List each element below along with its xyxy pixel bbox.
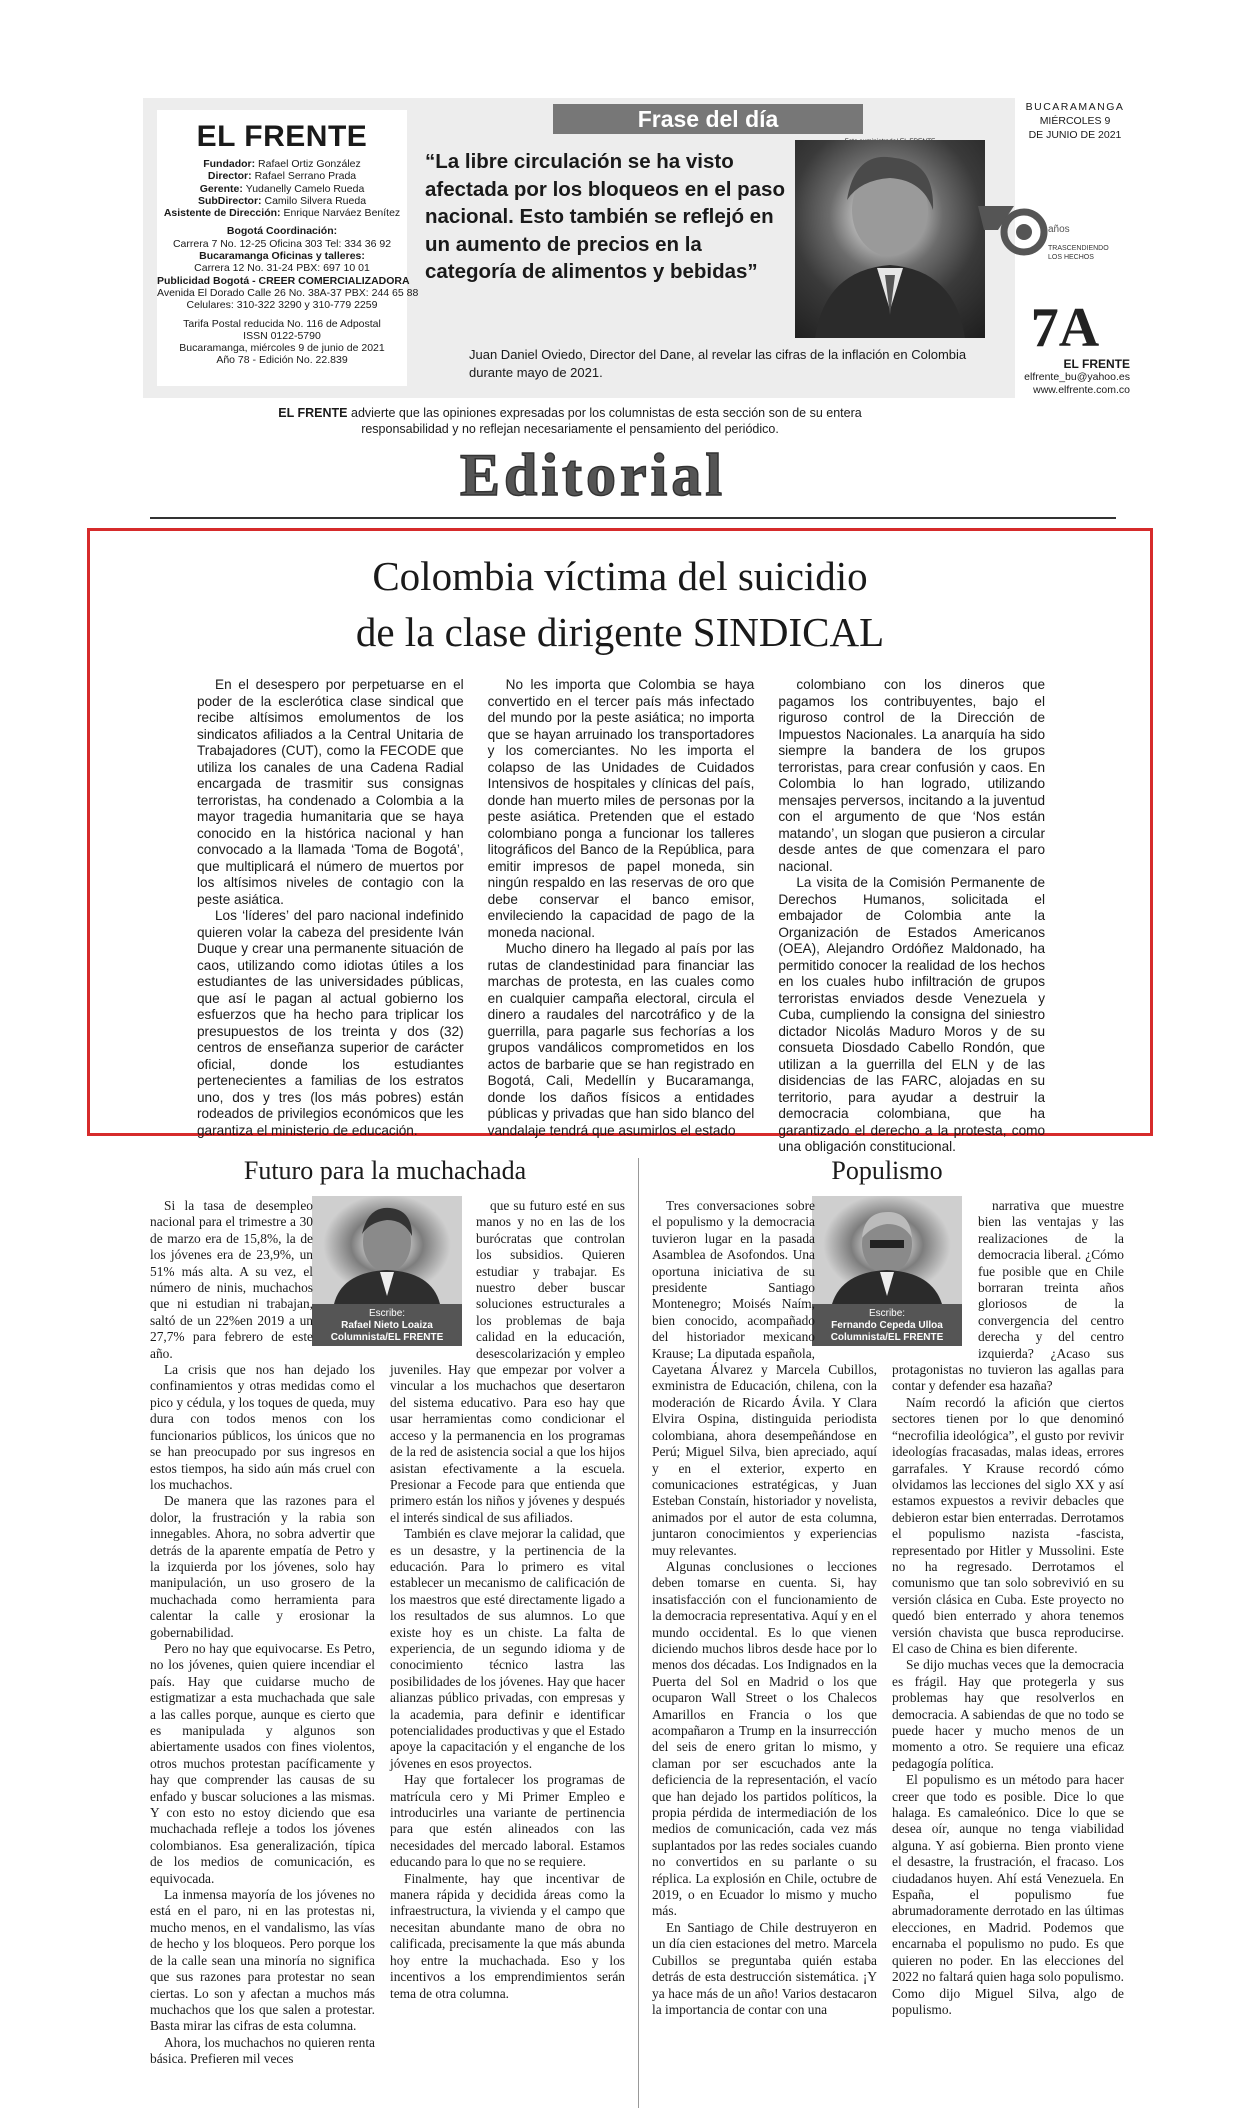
tarifa-postal: Tarifa Postal reducida No. 116 de Adpostal (183, 317, 381, 330)
staff-role: SubDirector: (197, 194, 265, 207)
paragraph: Mucho dinero ha llegado al país por las rutas de clandestinidad para financiar las marchas de protesta, en las cuales como en cualquier campaña electoral, circula el dinero a raudales del narcotráfico y de la guerrilla, para pagarle sus fechorías a los grupos vandálicos comprometidos en los actos de barbarie que se han registrado en Bogotá, Cali, Medellín y Bucaramanga, donde los daños físicos a entidades públicas y privadas que han sido blanco del vandalaje tendrá que asumirlos el estado (487, 941, 755, 1138)
anniversary-logo (976, 198, 1116, 268)
dateline-city: BUCARAMANGA (1025, 101, 1125, 113)
contact-box (1000, 358, 1130, 397)
staff-row (157, 158, 407, 170)
svg-text:LOS HECHOS: LOS HECHOS (1048, 254, 1094, 261)
editorial-column-3 (778, 677, 1046, 1154)
bogota-address: Carrera 7 No. 12-25 Oficina 303 Tel: 334 36 92 (172, 237, 392, 250)
paragraph: Algunas conclusiones o lecciones deben tomarse en cuenta. Si, hay insatisfacción con el funcionamiento de la democracia representativa. Aquí y en el mundo occidental. Es lo que vienen diciendo muchos libros desde hace por lo menos dos décadas. Los Indignados en la Puerta del Sol en Madrid o los que ocuparon Wall Street o los Chalecos Amarillos en Francia o los que acompañaron a Trump en la insurrección del seis de enero gritan lo mismo, y claman por ser escuchados ante la deficiencia de la representación, el vacío que han dejado los partidos políticos, la propia pérdida de intermediación de los medios de comunicación, cada vez más suplantados por las redes sociales cuando no convertidos en su parlante o su réplica. La explosión en Chile, octubre de 2019, o en Ecuador lo mismo y mucho más. (652, 1558, 877, 1919)
paragraph: que su futuro esté en sus manos y no en las de los burócratas que controlan los subsidios. Quieren estudiar y trabajar. Es nuestro deber buscar soluciones estructurales a los problemas de baja calidad en la educación, desescolarización y empleo juveniles. Hay que empezar por volver a vincular a los muchachos que desertaron del sistema educativo. Para eso hay que usar herramientas como condicionar el acceso y la permanencia en los programas de la red de asistencia social a que los hijos asistan efectivamente a la escuela. Presionar a Fecode para que entienda que primero están los niños y jóvenes y después el interés sindical de sus afiliados. (390, 1198, 625, 1525)
staff-name: Camilo Silvera Rueda (264, 194, 367, 207)
article-1-column-1 (150, 1198, 375, 2068)
paragraph: narrativa que muestre bien las ventajas y las realizaciones de la democracia liberal. ¿Cómo fue posible que en Chile borraran treinta años gloriosos de la convergencia del centro derecha y del centro izquierda? ¿Acaso sus protagonistas no tuvieron las agallas para contar y defender esa hazaña? (892, 1198, 1124, 1394)
paragraph: La crisis que nos han dejado los confinamientos y otras medidas como el pico y cédula, y los toques de queda, muy dura con todos menos con los funcionarios públicos, los únicos que no se han preocupado por sus ingresos en estos tiempos, ha sido aún más cruel con los muchachos. (150, 1362, 375, 1492)
page-number: 7A (1030, 297, 1100, 359)
editorial-body (197, 677, 1046, 1154)
section-rule (150, 517, 1116, 519)
staff-name: Enrique Narváez Benítez (283, 207, 401, 220)
portrait-illustration (795, 140, 985, 338)
paragraph: También es clave mejorar la calidad, que es un desastre, y la pertinencia de la educación. Para lo primero es vital establecer un mecanismo de calificación de los maestros que esté directamente ligado a los resultados de sus alumnos. Lo que existe hoy es un chiste. La falta de experiencia, de un segundo idioma y de conocimiento técnico lastra las posibilidades de los jóvenes. Hay que hacer alianzas público privadas, con empresas y la academia, para definir e identificar potencialidades productivas y que el Estado apoye la capacitación y el enganche de los jóvenes en esos proyectos. (390, 1526, 625, 1771)
anniv-word: años (1048, 224, 1070, 235)
dateline-day: MIÉRCOLES 9 (1039, 115, 1111, 127)
columnist-1-role: Columnista/EL FRENTE (330, 1332, 444, 1343)
staff-role: Director: (207, 170, 255, 183)
editorial-title-line-1: Colombia víctima del suicidio (372, 553, 868, 599)
staff-name: Yudanelly Camelo Rueda (245, 182, 365, 195)
staff-row (157, 170, 407, 182)
article-2-column-1 (652, 1198, 877, 2018)
dateline-month: DE JUNIO DE 2021 (1028, 129, 1122, 141)
paragraph: Tres conversaciones sobre el populismo y la democracia tuvieron lugar en la pasada Asamblea de Asofondos. Una oportuna iniciativa de su presidente Santiago Montenegro; Moisés Naím, bien conocido, acompañado del historiador mexicano Krause; La diputada española, Cayetana Álvarez y Marcela Cubillos, exministra de Educación, chilena, con la moderación de Ricardo Ávila. Y Clara Elvira Ospina, distinguida periodista colombiana, ahora desempeñándose en Perú; Miguel Silva, bien apreciado, aquí y en el exterior, experto en comunicaciones estratégicas, y Juan Esteban Constaín, historiador y novelista, animados por el autor de esta columna, juntaron conocimientos y experiencias muy relevantes. (652, 1198, 877, 1558)
svg-text:TRASCENDIENDO: TRASCENDIENDO (1048, 245, 1109, 252)
paragraph: No les importa que Colombia se haya convertido en el tercer país más infectado del mundo por la peste asiática; no importa que se hayan arruinado los transportadores y los comerciantes. No les importa el colapso de las Unidades de Cuidados Intensivos de hospitales y clínicas del país, donde han muerto miles de personas por la peste asiática. Pretenden que el estado colombiano ponga a funcionar los talleres litográficos del Banco de la República, para emitir impresos de papel moneda, sin ningún respaldo en las reservas de oro que debe conservar el banco emisor, envileciendo la capacidad de pago de la moneda nacional. (487, 677, 755, 940)
column-divider (638, 1158, 639, 2108)
editorial-title (87, 548, 1153, 660)
paragraph: Los ‘líderes’ del paro nacional indefinido quieren volar la cabeza del presidente Iván Duque y crear una permanente situación de caos, utilizando como idiotas útiles a los estudiantes de las universidades públicas, que así le pagan al actual gobierno los esfuerzos que ha hecho para triplicar los presupuestos de los treinta y dos (32) centros de enseñanza superior de carácter oficial, donde los estudiantes pertenecientes a familias de los estratos uno, dos y tres (los más pobres) están rodeados de privilegios económicos que les garantiza el ministerio de educación. (197, 908, 464, 1138)
paragraph: colombiano con los dineros que pagamos los contribuyentes, bajo el riguroso control de la Dirección de Impuestos Nacionales. La anarquía ha sido siempre la bandera de los grupos terroristas, para crear confusión y caos. En Colombia lo han logrado, utilizando mensajes perversos, incitando a la juventud con el argumento de que ‘Nos están matando’, un slogan que pusieron a circular desde antes de que comenzara el paro nacional. (778, 677, 1046, 874)
byline-label: Escribe: (368, 1308, 406, 1319)
editorial-column-1 (197, 677, 464, 1138)
staff-row (157, 195, 407, 207)
paragraph: Ahora, los muchachos no quieren renta básica. Prefieren mil veces (150, 2034, 375, 2067)
issue-edition: Año 78 - Edición No. 22.839 (216, 354, 348, 367)
paragraph: En el desespero por perpetuarse en el poder de la esclerótica clase sindical que recibe altísimos emolumentos de los sindicatos afiliados a la Central Unitaria de Trabajadores (CUT), como la FECODE que utiliza los canales de una Cadena Radial encargada de trasmitir sus consignas terroristas, ha condenado a Colombia a la mayor tragedia humanitaria que se haya conocido en la histórica nacional y han convocado a la llamada ‘Toma de Bogotá’, que multiplicará el número de muertos por los altísimos niveles de contagio con la peste asiática. (197, 677, 464, 907)
article-2-title: Populismo (831, 1156, 943, 1185)
staff-row (157, 207, 407, 219)
staff-list (157, 158, 407, 219)
staff-role: Gerente: (199, 182, 246, 195)
paragraph: La visita de la Comisión Permanente de Derechos Humanos, solicitada el embajador de Colombia ante la Organización de Estados Americanos (OEA), Alejandro Ordóñez Maldonado, ha permitido conocer la realidad de los hechos en los cuales hubo infiltración de grupos terroristas enviados desde Venezuela y Cuba, cumpliendo la consigna del siniestro dictador Nicolás Maduro Moros y de su consueta Diosdado Cabello Rondón, que utilizan a la guerrilla del ELN y de las disidencias de las FARC, alojadas en su territorio, para ayudar a destruir la democracia colombiana, que ha garantizado el derecho a la protesta, como una obligación constitucional. (778, 875, 1046, 1154)
publicidad-title: Publicidad Bogotá - CREER COMERCIALIZADORA (157, 274, 410, 287)
quote-author-photo (795, 140, 985, 338)
disclaimer-text: advierte que las opiniones expresadas por los columnistas de esta sección son de su entera responsabilidad y no reflejan necesariamente el pensamiento del periódico. (347, 406, 862, 436)
masthead-panel (143, 98, 1015, 398)
article-1-title: Futuro para la muchachada (243, 1156, 527, 1185)
disclaimer (270, 405, 870, 437)
paragraph: Naím recordó la afición que ciertos sectores tienen por lo que denominó “necrofilia ideológica”, el gusto por revivir ideologías fracasadas, malas ideas, errores garrafales. Y Krause recordó cómo olvidamos las lecciones del siglo XX y así estamos expuestos a revivir debacles que debieron estar bien enterradas. Derrotamos el populismo nazista -fascista, representado por Hitler y Mussolini. Este no ha regresado. Derrotamos el comunismo que tan solo sobrevivió en su versión clásica en Cuba. Este proyecto no quedó bien enterrado y ahora tenemos versión chavista que busca reproducirse. El caso de China es bien diferente. (892, 1394, 1124, 1656)
staff-name: Rafael Ortiz González (258, 158, 361, 170)
columnist-1-name: Rafael Nieto Loaiza (341, 1320, 433, 1331)
issue-date-line: Bucaramanga, miércoles 9 de junio de 2021 (179, 342, 385, 355)
issn: ISSN 0122-5790 (243, 329, 321, 342)
paragraph: Pero no hay que equivocarse. Es Petro, no los jóvenes, quien quiere incendiar el país. Hay que cuidarse mucho de estigmatizar a esta muchachada que sale a las calles porque, aunque es cierto que es manipulada y algunos son abiertamente usados con fines violentos, otros muchos protestan pacíficamente y hay que comprender las causas de su enfado y buscar soluciones a las mismas. Y con esto no estoy diciendo que esa muchachada refleje a todos los jóvenes colombianos. Esa generalización, típica de los medios de comunicación, es equivocada. (150, 1640, 375, 1886)
staff-role: Fundador: (203, 158, 259, 170)
anniversary-logo-icon (976, 198, 1116, 268)
staff-role: Asistente de Dirección: (163, 207, 284, 220)
bucaramanga-title: Bucaramanga Oficinas y talleres: (199, 250, 365, 263)
byline-label: Escribe: (868, 1308, 906, 1319)
paragraph: Se dijo muchas veces que la democracia es frágil. Hay que protegerla y sus problemas hay que resolverlos en democracia. A sabiendas de que no todo se puede hacer y mucho menos de un momento a otro. Se requiere una eficaz pedagogía política. (892, 1657, 1124, 1771)
paragraph: En Santiago de Chile destruyeron en un día cien estaciones del metro. Marcela Cubillos se preguntaba quién estaba detrás de esta destrucción sistemática. ¡Y ya hace más de un año! Varios destacaron la importancia de contar con una (652, 1919, 877, 2017)
article-2-column-2 (892, 1198, 1124, 2018)
columnist-2-role: Columnista/EL FRENTE (830, 1332, 944, 1343)
article-1-column-2 (390, 1198, 625, 2002)
byline-spacer (815, 1198, 877, 1348)
byline-spacer (390, 1198, 476, 1348)
quote-credit: Juan Daniel Oviedo, Director del Dane, al revelar las cifras de la inflación en Colombia durante mayo de 2021. (469, 347, 967, 380)
bucaramanga-address: Carrera 12 No. 31-24 PBX: 697 10 01 (194, 262, 370, 275)
columnist-2-name: Fernando Cepeda Ulloa (831, 1320, 943, 1331)
staff-row (157, 183, 407, 195)
staff-name: Rafael Serrano Prada (254, 170, 357, 183)
byline-spacer (313, 1198, 375, 1348)
paragraph: Si la tasa de desempleo nacional para el trimestre a 30 de marzo era de 15,8%, la de los jóvenes era de 23,9%, un 51% más alta. A su vez, el número de ninis, muchachos que ni estudian ni trabajan, saltó de un 22%en 2019 a un 27,7% para febrero de este año. (150, 1198, 313, 1361)
staff-box (157, 110, 419, 386)
paragraph: De manera que las razones para el dolor, la frustración y la rabia son innegables. Ahora, no sobra advertir que detrás de la aparente empatía de Petro y la izquierda por los jóvenes, solo hay manipulación, un uso grosero de la muchachada como herramienta para calentar la calle y erosionar la gobernabilidad. (150, 1493, 375, 1640)
celulares: Celulares: 310-322 3290 y 310-779 2259 (186, 299, 378, 312)
contact-web: www.elfrente.com.co (1033, 384, 1130, 396)
publicidad-address: Avenida El Dorado Calle 26 No. 38A-37 PBX: 244 65 88 (157, 286, 419, 299)
bogota-title: Bogotá Coordinación: (226, 225, 338, 238)
right-brand: EL FRENTE (1063, 357, 1130, 371)
quote-text: “La libre circulación se ha visto afectada por los bloqueos en el paso nacional. Esto también se reflejó en un aumento de precios en la categoría de alimentos y bebidas” (425, 150, 785, 284)
masthead-brand: EL FRENTE (196, 120, 368, 153)
section-label: Editorial (460, 442, 727, 508)
dateline-box (1020, 100, 1130, 142)
paragraph: Finalmente, hay que incentivar de manera rápida y decidida áreas como la infraestructura, la vivienda y el campo que necesitan abundante mano de obra no calificada, precisamente la que más abunda hoy entre la muchachada. Eso y los incentivos a los emprendimientos serán tema de otra columna. (390, 1870, 625, 2001)
editorial-title-line-2: de la clase dirigente SINDICAL (355, 609, 885, 655)
byline-spacer (892, 1198, 978, 1348)
disclaimer-brand: EL FRENTE (278, 406, 348, 420)
frase-del-dia-label: Frase del día (553, 104, 863, 134)
paragraph: El populismo es un método para hacer creer que todo es posible. Dice lo que halaga. Es camaleónico. Dice lo que se desea oír, aunque no tenga viabilidad alguna. Y así gobierna. Bien pronto viene el desastre, la frustración, el fracaso. Los ciudadanos huyen. Ahí está Venezuela. En España, el populismo fue abrumadoramente derrotado en las últimas elecciones, en Madrid. Podemos que encarnaba el populismo no pudo. Es que quieren no poder. En las elecciones del 2022 no faltará quien haga solo populismo. Como dijo Miguel Silva, algo de populismo. (892, 1772, 1124, 2017)
contact-email: elfrente_bu@yahoo.es (1024, 371, 1130, 383)
paragraph: La inmensa mayoría de los jóvenes no está en el paro, ni en las protestas ni, mucho menos, en el vandalismo, las vías de hecho y los bloqueos. Pero porque los de la calle sean una minoría no significa que sus razones para protestar no sean ciertas. Lo son y afectan a muchos más muchachos que los que salen a protestar. Basta mirar las cifras de esta columna. (150, 1887, 375, 2034)
paragraph: Hay que fortalecer los programas de matrícula cero y Mi Primer Empleo e introducirles una variante de pertinencia para que estén alineados con las necesidades del mercado laboral. Estamos educando para lo que no se requiere. (390, 1772, 625, 1870)
editorial-column-2 (487, 677, 755, 1138)
